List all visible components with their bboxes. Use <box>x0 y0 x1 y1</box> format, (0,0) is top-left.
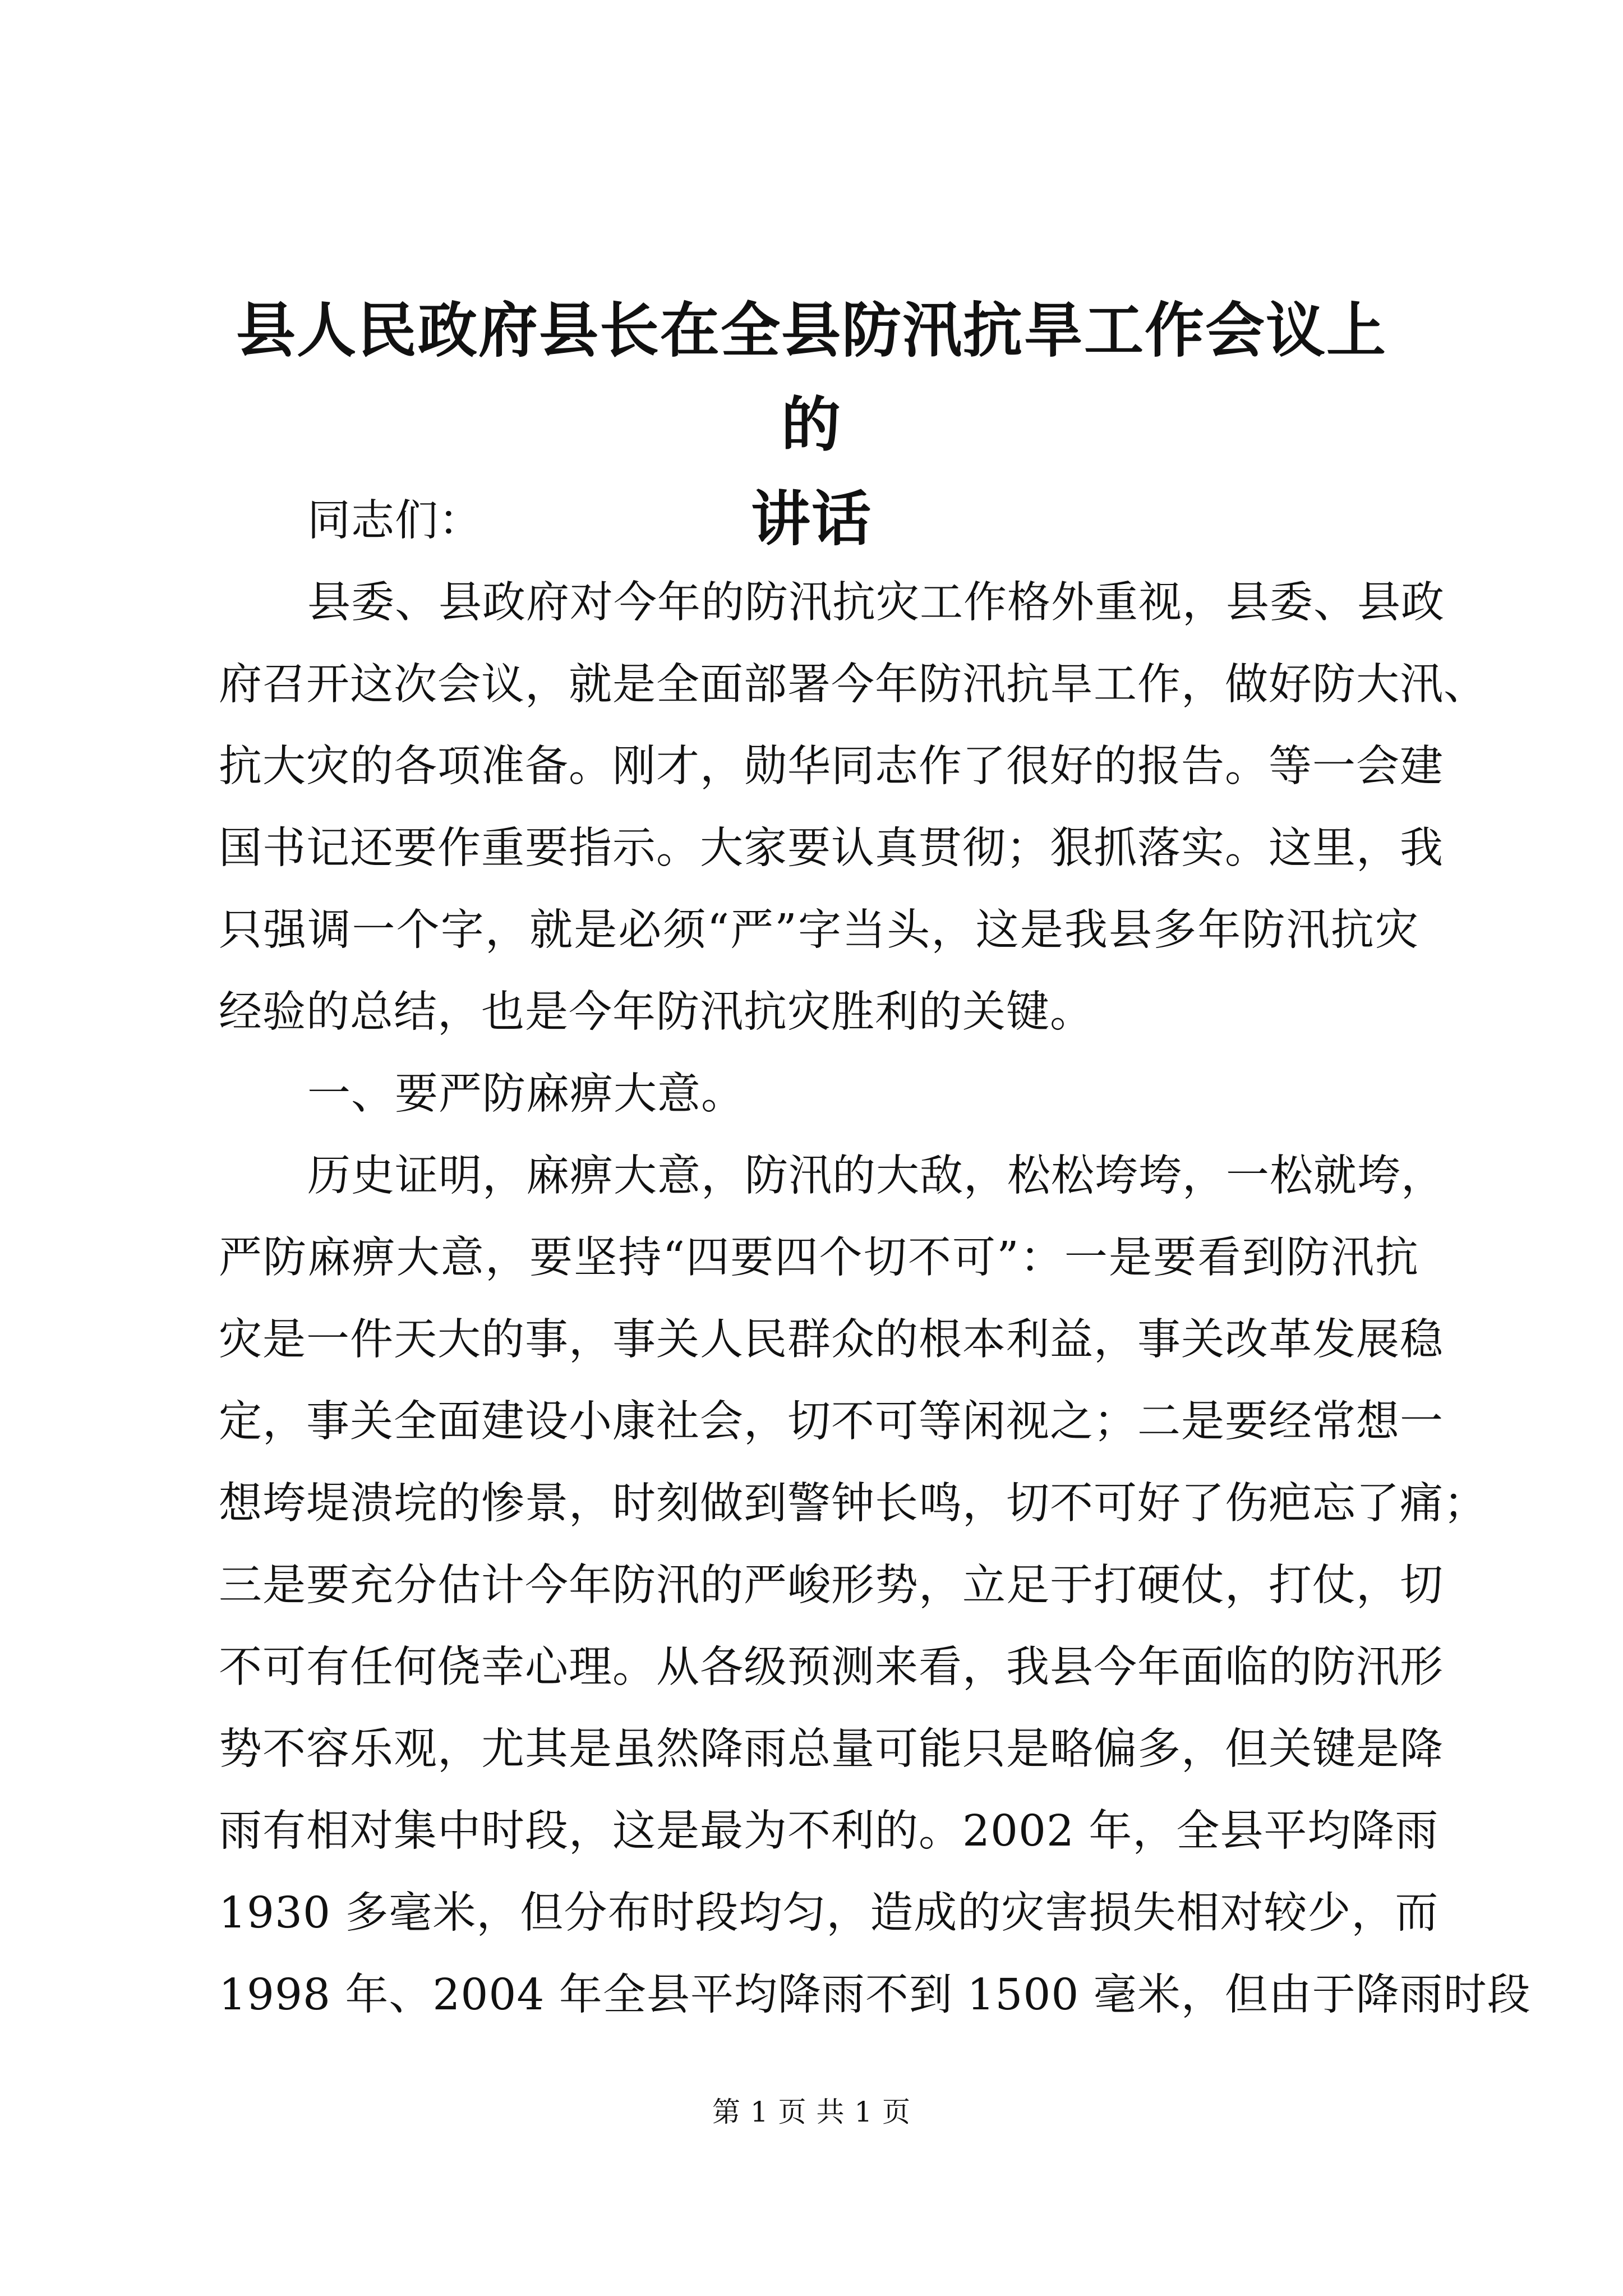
body-line: 1930 多毫米，但分布时段均匀，造成的灾害损失相对较少，而 <box>219 1888 1439 1938</box>
body-line: 定，事关全面建设小康社会，切不可等闲视之；二是要经常想一 <box>219 1397 1444 1447</box>
body-line: 国书记还要作重要指示。大家要认真贯彻；狠抓落实。这里，我 <box>219 823 1444 873</box>
body-line: 雨有相对集中时段，这是最为不利的。2002 年，全县平均降雨 <box>219 1806 1439 1856</box>
salutation-line: 同志们： <box>307 496 482 546</box>
body-line: 只强调一个字，就是必须“严”字当头，这是我县多年防汛抗灾 <box>219 905 1419 955</box>
body-line: 想垮堤溃垸的惨景，时刻做到警钟长鸣，切不可好了伤疤忘了痛； <box>219 1479 1487 1529</box>
body-line: 势不容乐观，尤其是虽然降雨总量可能只是略偏多，但关键是降 <box>219 1724 1444 1774</box>
body-line: 1998 年、2004 年全县平均降雨不到 1500 毫米，但由于降雨时段 <box>219 1970 1531 2020</box>
title-line-1: 县人民政府县长在全县防汛抗旱工作会议上的 <box>236 295 1387 459</box>
body-line: 府召开这次会议，就是全面部署今年防汛抗旱工作，做好防大汛、 <box>219 660 1487 710</box>
body-line: 不可有任何侥幸心理。从各级预测来看，我县今年面临的防汛形 <box>219 1642 1444 1692</box>
page-footer: 第 1 页 共 1 页 <box>712 2096 911 2128</box>
body-line: 县委、县政府对今年的防汛抗灾工作格外重视，县委、县政 <box>307 578 1445 628</box>
body-line: 灾是一件天大的事，事关人民群众的根本利益，事关改革发展稳 <box>219 1315 1444 1365</box>
body-line: 三是要充分估计今年防汛的严峻形势，立足于打硬仗，打仗，切 <box>219 1561 1444 1611</box>
body-line: 历史证明，麻痹大意，防汛的大敌，松松垮垮，一松就垮， <box>307 1151 1445 1201</box>
section-heading: 一、要严防麻痹大意。 <box>307 1069 745 1119</box>
body-line: 严防麻痹大意，要坚持“四要四个切不可”：一是要看到防汛抗 <box>219 1233 1419 1283</box>
body-line: 抗大灾的各项准备。刚才，勋华同志作了很好的报告。等一会建 <box>219 742 1444 792</box>
body-line: 经验的总结，也是今年防汛抗灾胜利的关键。 <box>219 987 1094 1037</box>
title-line-2: 讲话 <box>751 484 872 554</box>
document-body <box>219 480 1531 2036</box>
